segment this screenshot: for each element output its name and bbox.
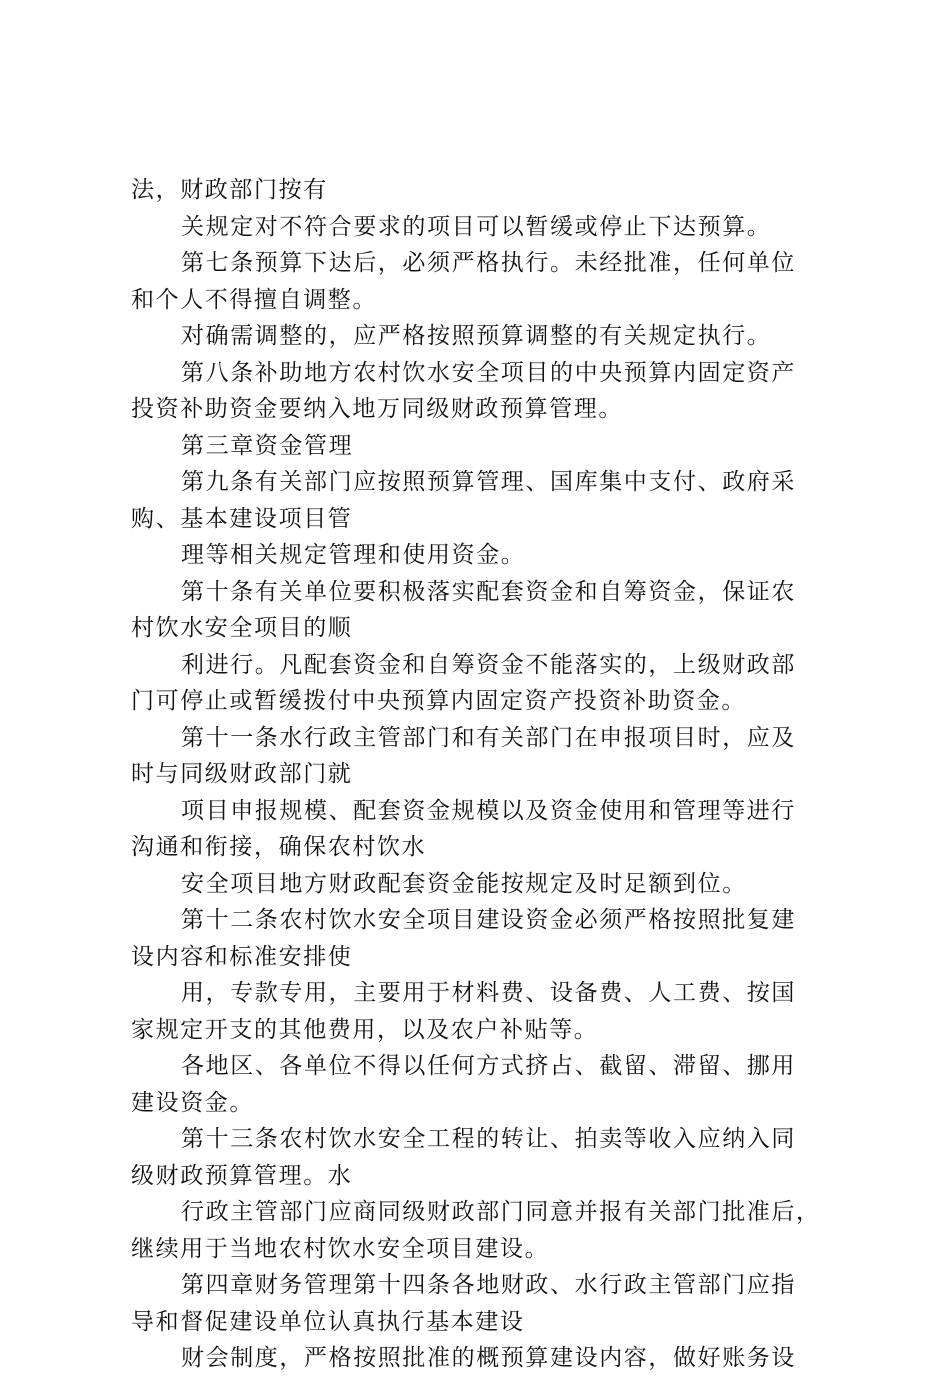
text-line: 财会制度，严格按照批准的概预算建设内容，做好账务设 — [181, 1345, 796, 1371]
text-line: 对确需调整的，应严格按照预算调整的有关规定执行。 — [181, 323, 772, 349]
text-line: 第十一条水行政主管部门和有关部门在申报项目时，应及 — [181, 724, 796, 751]
text-line: 第八条补助地方农村饮水安全项目的中央预算内固定资产 — [181, 359, 796, 386]
text-line: 第三章资金管理 — [181, 432, 354, 459]
text-line: 第十条有关单位要积极落实配套资金和自筹资金，保证农 — [181, 578, 796, 605]
text-line: 村饮水安全项目的顺 — [131, 615, 353, 641]
text-line: 导和督促建设单位认真执行基本建设 — [131, 1308, 525, 1335]
text-line: 级财政预算管理。水 — [131, 1162, 353, 1189]
text-line: 项目申报规模、配套资金规模以及资金使用和管理等进行 — [181, 797, 796, 824]
document-body — [131, 172, 831, 1377]
text-line: 第十二条农村饮水安全项目建设资金必须严格按照批复建 — [181, 907, 796, 933]
text-line: 投资补助资金要纳入地万同级财政预算管理。 — [131, 396, 623, 422]
text-line: 沟通和衔接，确保农村饮水 — [131, 834, 427, 860]
text-line: 第十三条农村饮水安全工程的转让、拍卖等收入应纳入同 — [181, 1126, 796, 1152]
text-line: 第四章财务管理第十四条各地财政、水行政主管部门应指 — [181, 1272, 796, 1298]
text-line: 各地区、各单位不得以任何方式挤占、截留、滞留、挪用 — [181, 1053, 796, 1079]
text-line: 第九条有关部门应按照预算管理、国库集中支付、政府采 — [181, 469, 796, 495]
text-line: 和个人不得擅自调整。 — [131, 286, 377, 313]
text-line: 购、基本建设项目管 — [131, 505, 353, 532]
text-line: 门可停止或暂缓拨付中央预算内固定资产投资补助资金。 — [131, 688, 746, 714]
text-line: 法，财政部门按有 — [131, 177, 328, 203]
text-line: 家规定开支的其他费用，以及农户补贴等。 — [131, 1016, 599, 1043]
text-line: 理等相关规定管理和使用资金。 — [181, 542, 526, 568]
text-line: 关规定对不符合要求的项目可以暂缓或停止下达预算。 — [181, 213, 772, 240]
text-line: 第七条预算下达后，必须严格执行。未经批准，任何单位 — [181, 250, 796, 276]
text-line: 安全项目地方财政配套资金能按规定及时足额到位。 — [181, 870, 747, 897]
text-line: 设内容和标准安排使 — [131, 943, 353, 970]
text-line: 建设资金。 — [131, 1089, 254, 1116]
text-line: 行政主管部门应商同级财政部门同意并报有关部门批准后， — [181, 1199, 821, 1225]
text-line: 利进行。凡配套资金和自筹资金不能落实的，上级财政部 — [181, 651, 796, 678]
text-line: 用，专款专用，主要用于材料费、设备费、人工费、按国 — [181, 980, 796, 1006]
text-line: 时与同级财政部门就 — [131, 761, 353, 787]
text-line: 继续用于当地农村饮水安全项目建设。 — [131, 1235, 550, 1262]
